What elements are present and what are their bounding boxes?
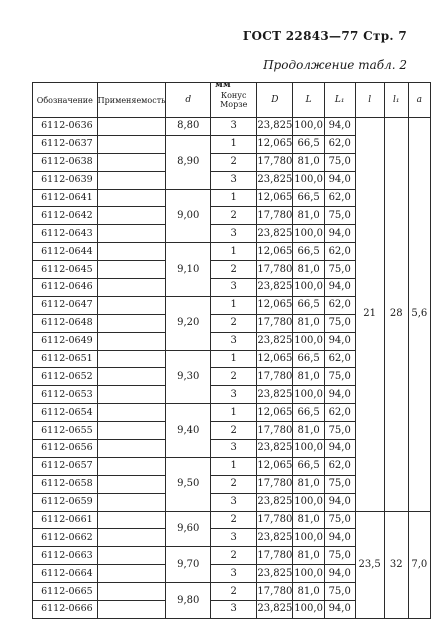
- cell-L: 81,0: [293, 207, 324, 225]
- cell-D: 12,065: [257, 457, 293, 475]
- col-header-designation: Обозначение: [33, 83, 98, 118]
- cell-L1: 62,0: [324, 404, 355, 422]
- cell-L1: 94,0: [324, 440, 355, 458]
- cell-applicability: [97, 386, 166, 404]
- cell-L: 66,5: [293, 296, 324, 314]
- cell-L: 100,0: [293, 279, 324, 297]
- cell-applicability: [97, 207, 166, 225]
- cell-d: 8,80: [166, 118, 211, 136]
- cell-L: 100,0: [293, 440, 324, 458]
- cell-D: 17,780: [257, 475, 293, 493]
- cell-designation: 6112-0662: [33, 529, 98, 547]
- cell-l1: 32: [384, 511, 408, 618]
- cell-applicability: [97, 189, 166, 207]
- cell-L: 100,0: [293, 332, 324, 350]
- table-row: [33, 511, 431, 529]
- cell-designation: 6112-0655: [33, 422, 98, 440]
- cell-L1: 94,0: [324, 601, 355, 619]
- cell-morse-cone: 2: [210, 153, 256, 171]
- cell-morse-cone: 3: [210, 118, 256, 136]
- cell-designation: 6112-0663: [33, 547, 98, 565]
- cell-L1: 75,0: [324, 422, 355, 440]
- cell-a: 5,6: [408, 118, 430, 512]
- cell-D: 12,065: [257, 243, 293, 261]
- cell-applicability: [97, 118, 166, 136]
- cell-D: 17,780: [257, 511, 293, 529]
- cell-applicability: [97, 547, 166, 565]
- cell-L1: 75,0: [324, 207, 355, 225]
- cell-designation: 6112-0657: [33, 457, 98, 475]
- cell-morse-cone: 3: [210, 225, 256, 243]
- cell-D: 12,065: [257, 350, 293, 368]
- cell-L: 66,5: [293, 350, 324, 368]
- cell-d: 9,60: [166, 511, 211, 547]
- cell-L1: 94,0: [324, 279, 355, 297]
- cell-designation: 6112-0636: [33, 118, 98, 136]
- cell-designation: 6112-0639: [33, 171, 98, 189]
- cell-L1: 94,0: [324, 565, 355, 583]
- cell-L1: 94,0: [324, 386, 355, 404]
- cell-L: 66,5: [293, 189, 324, 207]
- cell-D: 17,780: [257, 207, 293, 225]
- cell-L1: 94,0: [324, 225, 355, 243]
- cell-d: 9,00: [166, 189, 211, 243]
- cell-D: 23,825: [257, 601, 293, 619]
- cell-d: 9,20: [166, 296, 211, 350]
- cell-D: 23,825: [257, 171, 293, 189]
- cell-applicability: [97, 279, 166, 297]
- col-header-d: d: [166, 83, 211, 118]
- cell-applicability: [97, 314, 166, 332]
- cell-L: 100,0: [293, 225, 324, 243]
- cell-morse-cone: 1: [210, 404, 256, 422]
- cell-L: 81,0: [293, 153, 324, 171]
- cell-L: 81,0: [293, 511, 324, 529]
- cell-L1: 94,0: [324, 171, 355, 189]
- cell-applicability: [97, 135, 166, 153]
- cell-D: 23,825: [257, 118, 293, 136]
- cell-morse-cone: 1: [210, 350, 256, 368]
- cell-applicability: [97, 457, 166, 475]
- table-continuation-caption: Продолжение табл. 2: [263, 58, 407, 72]
- cell-morse-cone: 2: [210, 422, 256, 440]
- cell-morse-cone: 1: [210, 296, 256, 314]
- cell-L: 66,5: [293, 457, 324, 475]
- cell-D: 23,825: [257, 225, 293, 243]
- cell-L: 100,0: [293, 529, 324, 547]
- cell-L1: 75,0: [324, 583, 355, 601]
- cell-applicability: [97, 404, 166, 422]
- cell-applicability: [97, 529, 166, 547]
- cell-designation: 6112-0651: [33, 350, 98, 368]
- cell-morse-cone: 2: [210, 314, 256, 332]
- cell-L1: 75,0: [324, 153, 355, 171]
- cell-D: 17,780: [257, 153, 293, 171]
- cell-L: 81,0: [293, 475, 324, 493]
- cell-D: 23,825: [257, 332, 293, 350]
- cell-l: 21: [355, 118, 384, 512]
- cell-d: 9,40: [166, 404, 211, 458]
- table-row: [33, 118, 431, 136]
- cell-morse-cone: 2: [210, 547, 256, 565]
- cell-morse-cone: 2: [210, 475, 256, 493]
- cell-morse-cone: 2: [210, 207, 256, 225]
- cell-morse-cone: 1: [210, 243, 256, 261]
- cell-D: 23,825: [257, 529, 293, 547]
- cell-applicability: [97, 225, 166, 243]
- cell-applicability: [97, 368, 166, 386]
- cell-L: 81,0: [293, 547, 324, 565]
- cell-morse-cone: 2: [210, 368, 256, 386]
- col-header-l: l: [355, 83, 384, 118]
- cell-applicability: [97, 296, 166, 314]
- cell-applicability: [97, 440, 166, 458]
- cell-D: 23,825: [257, 493, 293, 511]
- cell-D: 12,065: [257, 135, 293, 153]
- cell-L1: 94,0: [324, 332, 355, 350]
- cell-L: 100,0: [293, 171, 324, 189]
- cell-designation: 6112-0661: [33, 511, 98, 529]
- cell-L1: 75,0: [324, 511, 355, 529]
- cell-designation: 6112-0648: [33, 314, 98, 332]
- cell-D: 23,825: [257, 386, 293, 404]
- cell-L: 66,5: [293, 243, 324, 261]
- cell-morse-cone: 2: [210, 511, 256, 529]
- cell-applicability: [97, 511, 166, 529]
- cell-L: 66,5: [293, 404, 324, 422]
- cell-D: 12,065: [257, 189, 293, 207]
- cell-designation: 6112-0653: [33, 386, 98, 404]
- cell-l1: 28: [384, 118, 408, 512]
- cell-L: 100,0: [293, 601, 324, 619]
- cell-morse-cone: 3: [210, 386, 256, 404]
- cell-designation: 6112-0647: [33, 296, 98, 314]
- cell-applicability: [97, 493, 166, 511]
- document-header: ГОСТ 22843—77 Стр. 7: [242, 29, 407, 43]
- cell-L1: 75,0: [324, 314, 355, 332]
- cell-morse-cone: 3: [210, 601, 256, 619]
- cell-morse-cone: 3: [210, 565, 256, 583]
- cell-L1: 94,0: [324, 118, 355, 136]
- unit-label: мм: [215, 80, 231, 90]
- col-header-L1: L₁: [324, 83, 355, 118]
- cell-morse-cone: 3: [210, 440, 256, 458]
- cell-designation: 6112-0652: [33, 368, 98, 386]
- cell-L: 100,0: [293, 565, 324, 583]
- cell-L1: 75,0: [324, 368, 355, 386]
- cell-a: 7,0: [408, 511, 430, 618]
- cell-L: 66,5: [293, 135, 324, 153]
- cell-designation: 6112-0637: [33, 135, 98, 153]
- cell-applicability: [97, 475, 166, 493]
- cell-D: 23,825: [257, 279, 293, 297]
- cell-d: 9,50: [166, 457, 211, 511]
- cell-D: 17,780: [257, 314, 293, 332]
- cell-D: 17,780: [257, 261, 293, 279]
- cell-applicability: [97, 261, 166, 279]
- cell-designation: 6112-0656: [33, 440, 98, 458]
- cell-applicability: [97, 601, 166, 619]
- cell-L: 100,0: [293, 493, 324, 511]
- cell-morse-cone: 2: [210, 261, 256, 279]
- cell-morse-cone: 1: [210, 189, 256, 207]
- cell-designation: 6112-0641: [33, 189, 98, 207]
- cell-L: 81,0: [293, 583, 324, 601]
- cell-d: 9,10: [166, 243, 211, 297]
- cell-L1: 62,0: [324, 189, 355, 207]
- cell-D: 17,780: [257, 583, 293, 601]
- cell-designation: 6112-0643: [33, 225, 98, 243]
- cell-designation: 6112-0666: [33, 601, 98, 619]
- cell-morse-cone: 1: [210, 135, 256, 153]
- cell-L1: 62,0: [324, 350, 355, 368]
- cell-L: 81,0: [293, 422, 324, 440]
- cell-l: 23,5: [355, 511, 384, 618]
- cell-designation: 6112-0649: [33, 332, 98, 350]
- cell-morse-cone: 3: [210, 493, 256, 511]
- cell-L1: 94,0: [324, 529, 355, 547]
- cell-D: 17,780: [257, 368, 293, 386]
- cell-designation: 6112-0658: [33, 475, 98, 493]
- cell-d: 8,90: [166, 135, 211, 189]
- table-header-row: [33, 83, 431, 118]
- cell-L1: 62,0: [324, 296, 355, 314]
- cell-d: 9,30: [166, 350, 211, 404]
- cell-applicability: [97, 422, 166, 440]
- cell-d: 9,80: [166, 583, 211, 619]
- cell-D: 17,780: [257, 547, 293, 565]
- cell-applicability: [97, 171, 166, 189]
- cell-L: 81,0: [293, 368, 324, 386]
- cell-L: 100,0: [293, 386, 324, 404]
- cell-morse-cone: 3: [210, 529, 256, 547]
- cell-designation: 6112-0659: [33, 493, 98, 511]
- cell-L1: 62,0: [324, 243, 355, 261]
- table-body: [33, 118, 431, 619]
- cell-morse-cone: 2: [210, 583, 256, 601]
- cell-L: 81,0: [293, 261, 324, 279]
- cell-designation: 6112-0665: [33, 583, 98, 601]
- cell-applicability: [97, 583, 166, 601]
- col-header-l1: l₁: [384, 83, 408, 118]
- cell-D: 12,065: [257, 404, 293, 422]
- col-header-L: L: [293, 83, 324, 118]
- col-header-morse-cone: Конус Морзе: [210, 83, 256, 118]
- cell-applicability: [97, 243, 166, 261]
- cell-applicability: [97, 153, 166, 171]
- cell-applicability: [97, 332, 166, 350]
- cell-morse-cone: 1: [210, 457, 256, 475]
- col-header-D: D: [257, 83, 293, 118]
- cell-L1: 75,0: [324, 475, 355, 493]
- cell-D: 17,780: [257, 422, 293, 440]
- col-header-a: a: [408, 83, 430, 118]
- cell-designation: 6112-0654: [33, 404, 98, 422]
- cell-designation: 6112-0644: [33, 243, 98, 261]
- cell-morse-cone: 3: [210, 171, 256, 189]
- col-header-applicability: Применяемость: [97, 83, 166, 118]
- cell-L1: 75,0: [324, 261, 355, 279]
- cell-d: 9,70: [166, 547, 211, 583]
- cell-designation: 6112-0642: [33, 207, 98, 225]
- cell-L: 100,0: [293, 118, 324, 136]
- cell-designation: 6112-0646: [33, 279, 98, 297]
- cell-designation: 6112-0664: [33, 565, 98, 583]
- cell-designation: 6112-0645: [33, 261, 98, 279]
- cell-morse-cone: 3: [210, 279, 256, 297]
- cell-L: 81,0: [293, 314, 324, 332]
- cell-applicability: [97, 350, 166, 368]
- cell-designation: 6112-0638: [33, 153, 98, 171]
- specification-table: [32, 82, 431, 619]
- cell-applicability: [97, 565, 166, 583]
- cell-D: 23,825: [257, 565, 293, 583]
- cell-L1: 62,0: [324, 457, 355, 475]
- cell-L1: 62,0: [324, 135, 355, 153]
- cell-D: 23,825: [257, 440, 293, 458]
- cell-D: 12,065: [257, 296, 293, 314]
- cell-L1: 75,0: [324, 547, 355, 565]
- cell-L1: 94,0: [324, 493, 355, 511]
- cell-morse-cone: 3: [210, 332, 256, 350]
